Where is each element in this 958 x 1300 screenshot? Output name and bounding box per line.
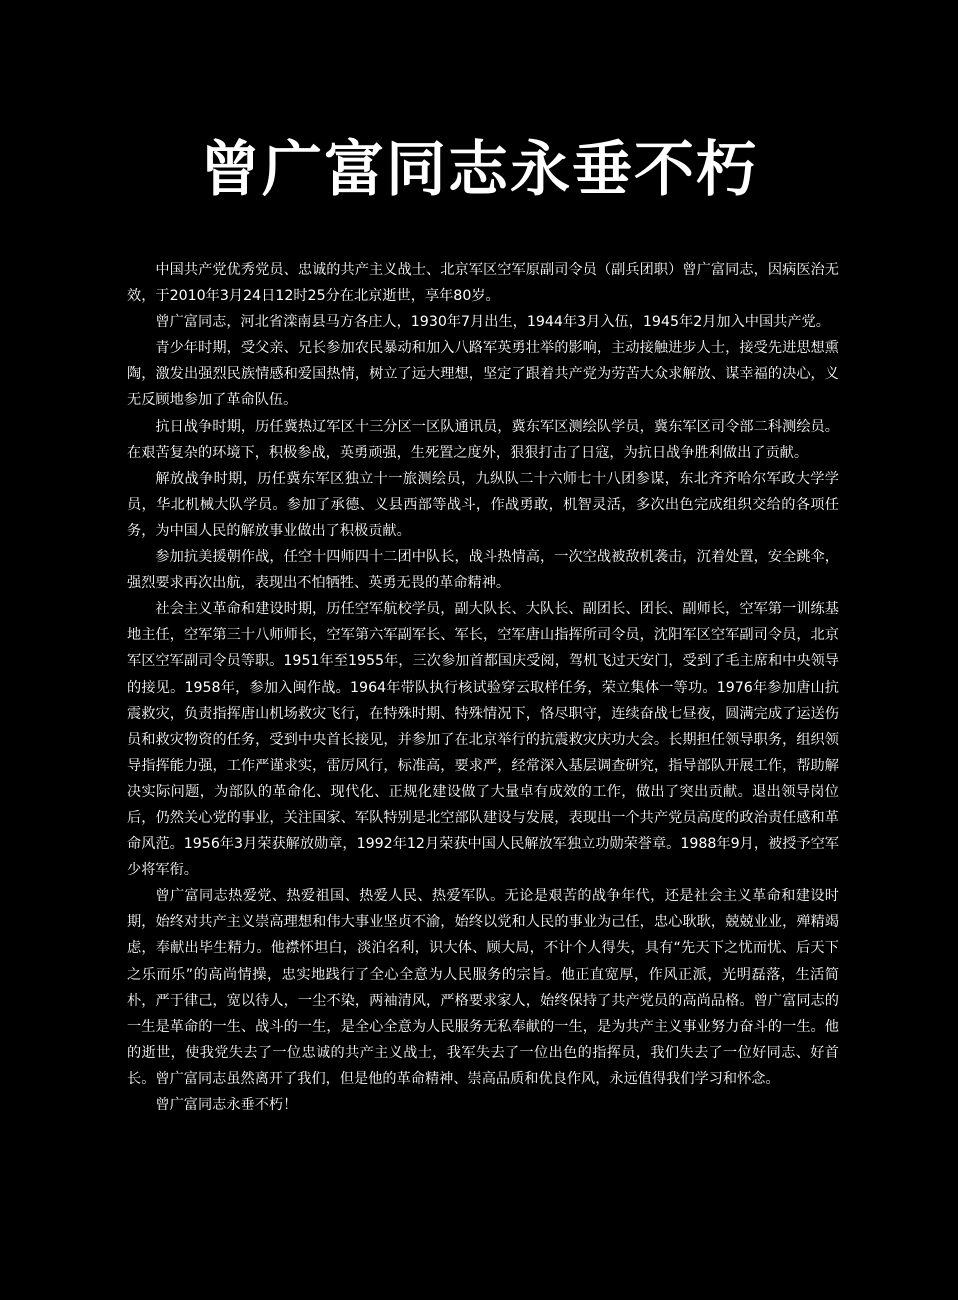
paragraph-youth: 青少年时期，受父亲、兄长参加农民暴动和加入八路军英勇壮举的影响，主动接触进步人士，接受先进思想熏陶，激发出强烈民族情感和爱国热情，树立了远大理想，坚定了跟着共产党为劳苦大众求解放、谋幸福的决心，义无反顾地参加了革命队伍。: [127, 340, 839, 409]
paragraph-liberation-war: 解放战争时期，历任冀东军区独立十一旅测绘员，九纵队二十六师七十八团参谋，东北齐齐哈尔军政大学学员，华北机械大队学员。参加了承德、义县西部等战斗，作战勇敢，机智灵活，多次出色完成组织交给的各项任务，为中国人民的解放事业做出了积极贡献。: [127, 470, 839, 539]
paragraph-korean-war: 参加抗美援朝作战，任空十四师四十二团中队长，战斗热情高，一次空战被敌机袭击，沉着处置，安全跳伞，强烈要求再次出航，表现出不怕牺牲、英勇无畏的革命精神。: [127, 549, 839, 592]
paragraph-socialist-construction: 社会主义革命和建设时期，历任空军航校学员，副大队长、大队长、副团长、团长、副师长，空军第一训练基地主任，空军第三十八师师长，空军第六军副军长、军长，空军唐山指挥所司令员，沈阳军区空军副司令员，北京军区空军副司令员等职。1951年至1955年，三次参加首都国庆受阅，驾机飞过天安门，受到了毛主席和中央领导的接见。1958年，参加入闽作战。1964年带队执行核试验穿云取样任务，荣立集体一等功。1976年参加唐山抗震救灾，负责指挥唐山机场救灾飞行，在特殊时期、特殊情况下，恪尽职守，连续奋战七昼夜，圆满完成了运送伤员和救灾物资的任务，受到中央首长接见，并参加了在北京举行的抗震救灾庆功大会。长期担任领导职务，组织领导指挥能力强，工作严谨求实，雷厉风行，标准高，要求严，经常深入基层调查研究，指导部队开展工作，帮助解决实际问题，为部队的革命化、现代化、正规化建设做了大量卓有成效的工作，做出了突出贡献。退出领导岗位后，仍然关心党的事业，关注国家、军队特别是北空部队建设与发展，表现出一个共产党员高度的政治责任感和革命风范。1956年3月荣获解放勋章，1992年12月荣获中国人民解放军独立功勋荣誉章。1988年9月，被授予空军少将军衔。: [127, 601, 839, 879]
paragraph-biography: 曾广富同志，河北省滦南县马方各庄人，1930年7月出生，1944年3月入伍，1945年2月加入中国共产党。: [155, 314, 830, 331]
paragraph-anti-japanese-war: 抗日战争时期，历任冀热辽军区十三分区一区队通讯员，冀东军区测绘队学员，冀东军区司令部二科测绘员。在艰苦复杂的环境下，积极参战，英勇顽强，生死置之度外，狠狠打击了日寇，为抗日战争胜利做出了贡献。: [127, 418, 839, 461]
obituary-body: [127, 257, 839, 1118]
paragraph-intro: 中国共产党优秀党员、忠诚的共产主义战士、北京军区空军原副司令员（副兵团职）曾广富同志，因病医治无效，于2010年3月24日12时25分在北京逝世，享年80岁。: [127, 262, 839, 305]
paragraph-closing: 曾广富同志永垂不朽！: [155, 1097, 298, 1113]
page-title: 曾广富同志永垂不朽: [200, 135, 758, 205]
paragraph-character: 曾广富同志热爱党、热爱祖国、热爱人民、热爱军队。无论是艰苦的战争年代，还是社会主义革命和建设时期，始终对共产主义崇高理想和伟大事业坚贞不渝，始终以党和人民的事业为己任，忠心耿耿，兢兢业业，殚精竭虑，奉献出毕生精力。他襟怀坦白，淡泊名利，识大体、顾大局，不计个人得失，具有“先天下之忧而忧、后天下之乐而乐”的高尚情操，忠实地践行了全心全意为人民服务的宗旨。他正直宽厚，作风正派，光明磊落，生活简朴，严于律己，宽以待人，一尘不染，两袖清风，严格要求家人，始终保持了共产党员的高尚品格。曾广富同志的一生是革命的一生、战斗的一生，是全心全意为人民服务无私奉献的一生，是为共产主义事业努力奋斗的一生。他的逝世，使我党失去了一位忠诚的共产主义战士，我军失去了一位出色的指挥员，我们失去了一位好同志、好首长。曾广富同志虽然离开了我们，但是他的革命精神、崇高品质和优良作风，永远值得我们学习和怀念。: [127, 888, 839, 1087]
